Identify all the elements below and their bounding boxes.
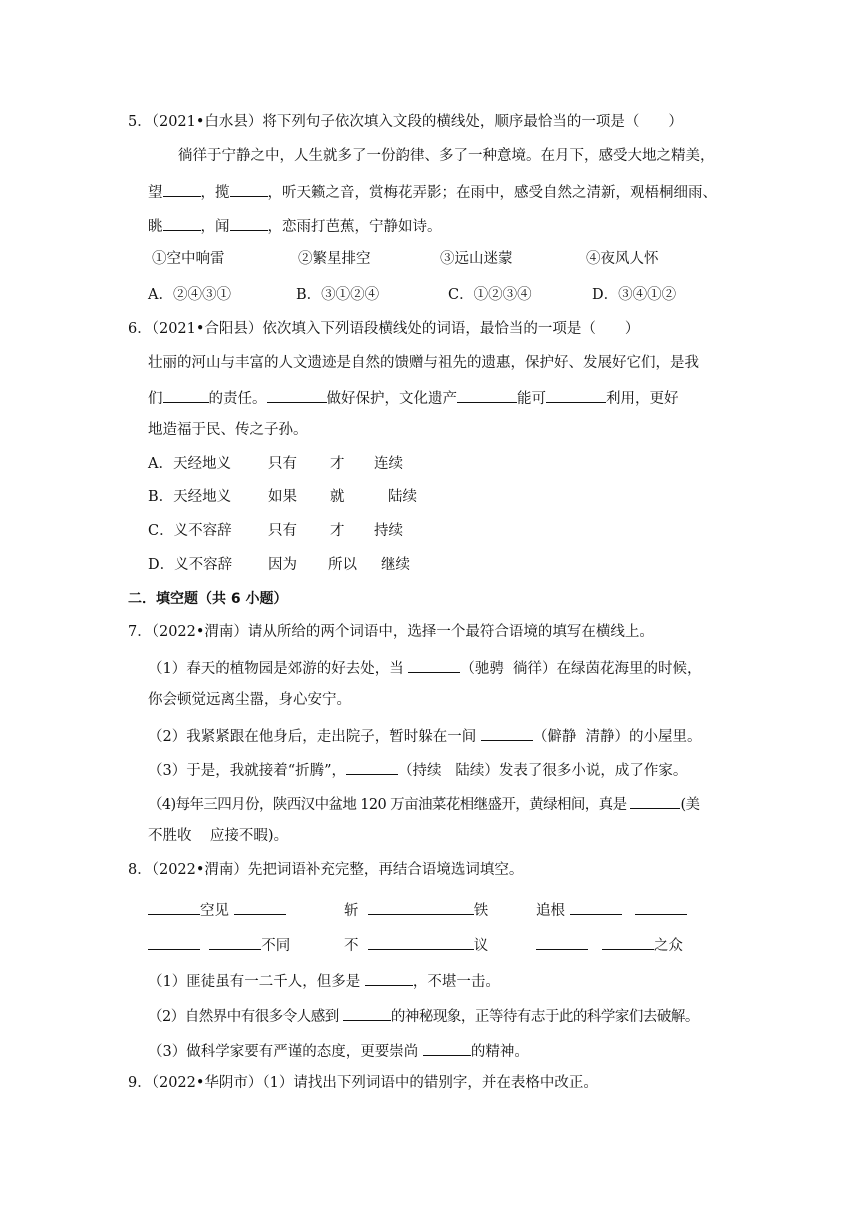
q7-blank-1[interactable]	[408, 656, 460, 673]
q8-word-4: 不同	[148, 933, 290, 956]
q8-stem: 8．（2022•渭南）先把词语补充完整，再结合语境选词填空。	[128, 862, 524, 878]
q8-sentence2: （2）自然界中有很多令人感到 的神秘现象，正等待有志于此的科学家们去破解。	[148, 1004, 699, 1027]
q9-stem: 9．（2022•华阴市）（1）请找出下列词语中的错别字，并在表格中改正。	[128, 1075, 598, 1091]
q7-sentence2: （2）我紧紧跟在他身后，走出院子，暂时躲在一间 （僻静 清静）的小屋里。	[148, 724, 702, 747]
q8-blank-1[interactable]	[365, 969, 413, 986]
q7-sentence4: （4)每年三四月份，陕西汉中盆地 120 万亩油菜花相继盛开，黄绿相间，真是 (美	[148, 792, 699, 815]
q7-blank-3[interactable]	[346, 758, 398, 775]
q5-passage-line1: 徜徉于宁静之中，人生就多了一份韵律、多了一种意境。在月下，感受大地之精美，	[178, 148, 715, 164]
section-heading: 二．填空题（共 6 小题）	[128, 591, 288, 607]
q7-sentence3: （3）于是，我就接着“折腾”， （持续 陆续）发表了很多小说，成了作家。	[148, 758, 687, 781]
q6-passage-line1: 壮丽的河山与丰富的人文遗迹是自然的馈赠与祖先的遗惠，保护好、发展好它们，是我	[148, 355, 699, 371]
q6-passage-line3: 地造福于民、传之子孙。	[148, 422, 308, 438]
q7-blank-4[interactable]	[630, 792, 680, 809]
q7-blank-2[interactable]	[481, 724, 533, 741]
q5-stem: 5．（2021•白水县）将下列句子依次填入文段的横线处，顺序最恰当的一项是（ ）	[128, 114, 683, 130]
q5-passage-line2: 望 ，揽 ，听天籁之音，赏梅花弄影；在雨中，感受自然之清新，观梧桐细雨、	[148, 180, 717, 203]
q6-stem: 6．（2021•合阳县）依次填入下列语段横线处的词语，最恰当的一项是（ ）	[128, 321, 640, 337]
q5-option-a[interactable]: A．②④③①	[148, 287, 231, 303]
q5-item-1: ①空中响雷	[152, 251, 225, 267]
q8-word-2: 斩 铁	[344, 898, 488, 921]
q7-sentence4-cont: 不胜收 应接不暇)。	[148, 828, 289, 844]
q8-sentence1: （1）匪徒虽有一二千人，但多是 ，不堪一击。	[148, 969, 500, 992]
q5-item-3: ③远山迷蒙	[440, 251, 513, 267]
q8-blank-3[interactable]	[423, 1039, 471, 1056]
q7-sentence1-cont: 你会顿觉远离尘嚣，身心安宁。	[148, 692, 351, 708]
q5-option-c[interactable]: C．①②③④	[448, 287, 532, 303]
q8-word-3: 追根	[536, 898, 687, 921]
q7-sentence1: （1）春天的植物园是郊游的好去处，当 （驰骋 徜徉）在绿茵花海里的时候，	[148, 656, 702, 679]
q8-word-6: 之众	[536, 933, 683, 956]
q5-option-b[interactable]: B．③①②④	[296, 287, 380, 303]
q5-passage-line3: 眺 ，闻 ，恋雨打芭蕉，宁静如诗。	[148, 214, 442, 237]
q8-sentence3: （3）做科学家要有严谨的态度，更要崇尚 的精神。	[148, 1039, 529, 1062]
q8-word-5: 不 议	[344, 933, 488, 956]
q7-stem: 7．（2022•渭南）请从所给的两个词语中，选择一个最符合语境的填写在横线上。	[128, 624, 654, 640]
q6-passage-line2: 们 的责任。 做好保护，文化遗产 能可 利用，更好	[148, 386, 679, 409]
q8-blank-2[interactable]	[343, 1004, 391, 1021]
q8-word-1: 空见	[148, 898, 286, 921]
q5-item-4: ④夜风人怀	[586, 251, 659, 267]
q5-item-2: ②繁星排空	[298, 251, 371, 267]
q5-option-d[interactable]: D．③④①②	[592, 287, 677, 303]
